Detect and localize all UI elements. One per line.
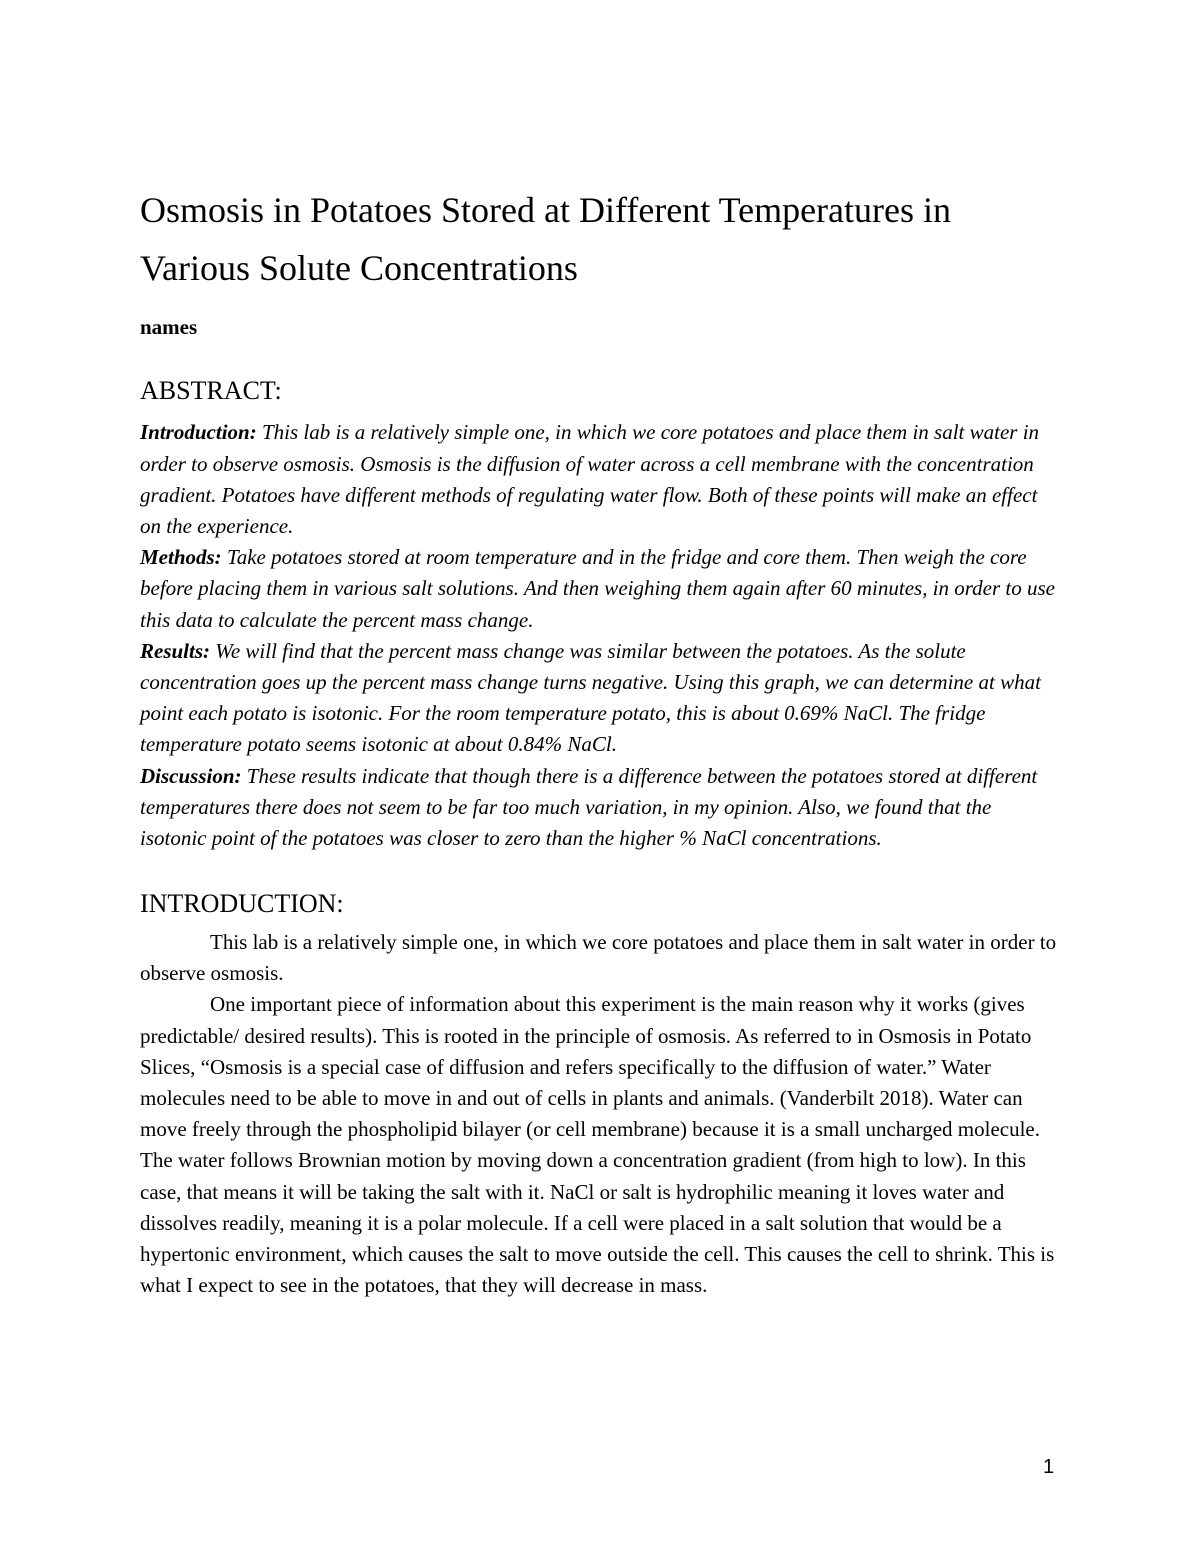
abstract-introduction [140,417,1060,542]
abstract-introduction-label: Introduction: [140,420,257,445]
introduction-heading: INTRODUCTION: [140,889,344,919]
abstract-discussion [140,761,1060,855]
abstract-discussion-text: These results indicate that though there is a difference between the potatoes stored at different temperatures there does not seem to be far too much variation, in my opinion. Also, we found that the isotonic point of the potatoes was closer to zero than the higher % NaCl concentrations. [140,763,1038,851]
abstract-heading: ABSTRACT: [140,375,282,405]
abstract-methods-label: Methods: [140,545,222,570]
document-page [140,182,1060,1301]
document-title: Osmosis in Potatoes Stored at Different Temperatures in Various Solute Concentrations [140,190,952,288]
introduction-paragraph: One important piece of information about this experiment is the main reason why it works (gives predictable/ desired results). This is rooted in the principle of osmosis. As referred to in Osmosis in Potato Slices, “Osmosis is a special case of diffusion and refers specifically to the diffusion of water.” Water molecules need to be able to move in and out of cells in plants and animals. (Vanderbilt 2018). Water can move freely through the phospholipid bilayer (or cell membrane) because it is a small uncharged molecule. The water follows Brownian motion by moving down a concentration gradient (from high to low). In this case, that means it will be taking the salt with it. NaCl or salt is hydrophilic meaning it loves water and dissolves readily, meaning it is a polar molecule. If a cell were placed in a salt solution that would be a hypertonic environment, which causes the salt to move outside the cell. This causes the cell to shrink. This is what I expect to see in the potatoes, that they will decrease in mass. [140,992,1055,1298]
abstract-results-label: Results: [140,638,211,663]
abstract-methods [140,542,1060,636]
abstract-results [140,636,1060,761]
abstract-discussion-label: Discussion: [140,763,242,788]
introduction-body [140,927,1060,1301]
abstract-results-text: We will find that the percent mass change was similar between the potatoes. As the solute concentration goes up the percent mass change turns negative. Using this graph, we can determine at what point each potato is isotonic. For the room temperature potato, this is about 0.69% NaCl. The fridge temperature potato seems isotonic at about 0.84% NaCl. [140,638,1041,757]
author-names: names [140,315,198,340]
abstract-introduction-text: This lab is a relatively simple one, in which we core potatoes and place them in salt water in order to observe osmosis. Osmosis is the diffusion of water across a cell membrane with the concentration gradient. Potatoes have different methods of regulating water flow. Both of these points will make an effect on the experience. [140,420,1040,538]
abstract-body [140,417,1060,854]
introduction-paragraph: This lab is a relatively simple one, in which we core potatoes and place them in salt water in order to observe osmosis. [140,930,1057,986]
page-number: 1 [1043,1456,1055,1478]
abstract-methods-text: Take potatoes stored at room temperature and in the fridge and core them. Then weigh the core before placing them in various salt solutions. And then weighing them again after 60 minutes, in order to use this data to calculate the percent mass change. [140,545,1055,632]
